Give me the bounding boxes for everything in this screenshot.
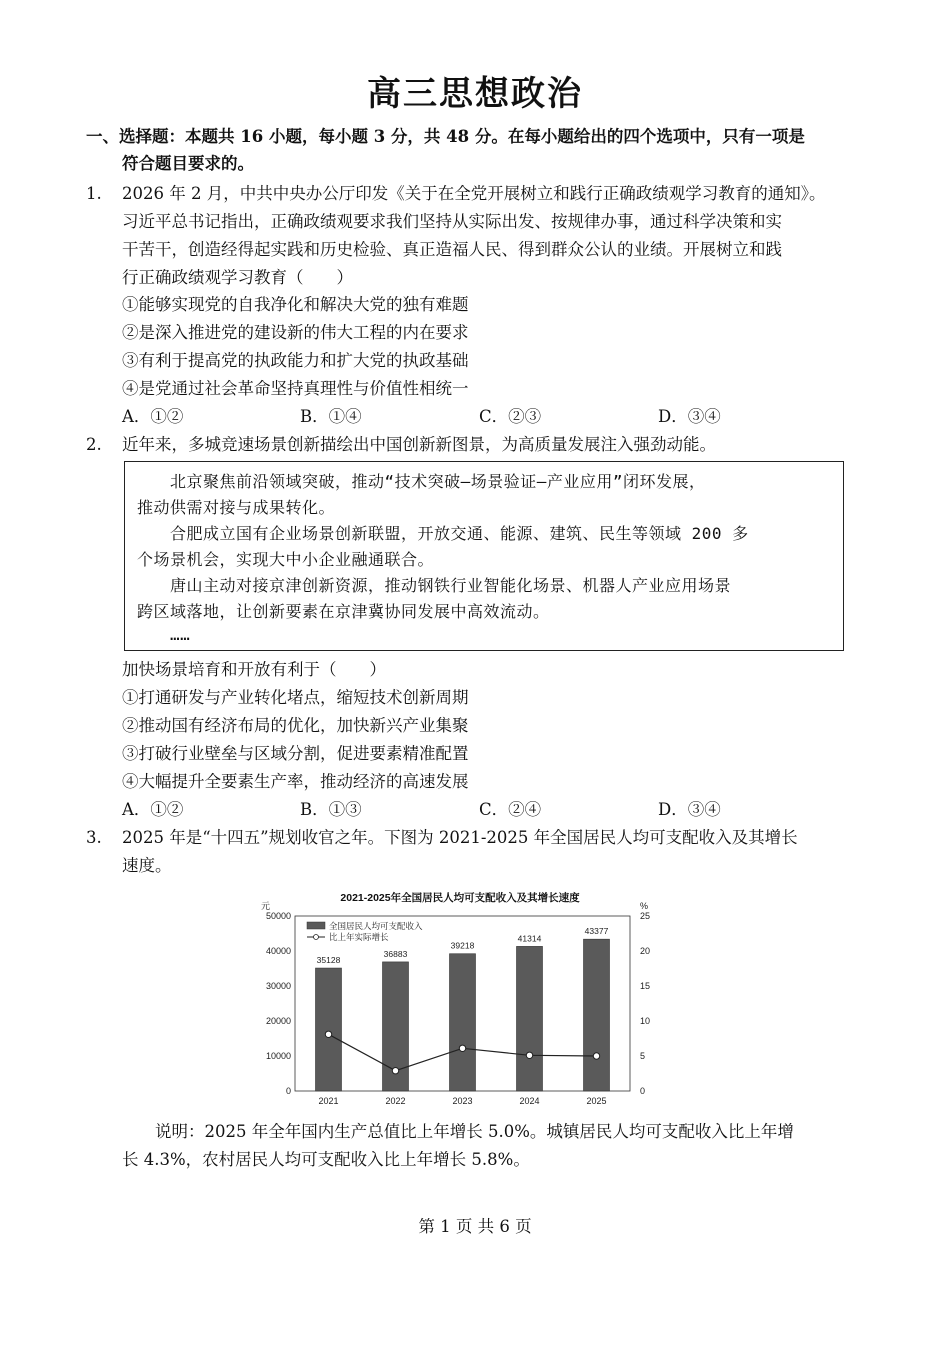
chart-note: 说明：2025 年全年国内生产总值比上年增长 5.0%。城镇居民人均可支配收入比上年增 bbox=[122, 1122, 794, 1141]
question-1-text: 2026 年 2 月，中共中央办公厅印发《关于在全党开展树立和践行正确政绩观学习教育的通知》。 bbox=[122, 184, 826, 203]
material-line: 推动供需对接与成果转化。 bbox=[137, 498, 336, 517]
legend-bar-label: 全国居民人均可支配收入 bbox=[329, 921, 423, 931]
left-axis-unit: 元 bbox=[261, 901, 271, 911]
bar bbox=[584, 939, 610, 1091]
right-tick-label: 0 bbox=[640, 1086, 646, 1096]
right-tick-label: 5 bbox=[640, 1051, 646, 1061]
bar bbox=[517, 946, 543, 1091]
bar-value-label: 39218 bbox=[450, 940, 475, 951]
x-tick-label: 2021 bbox=[318, 1096, 339, 1106]
question-2-item: ②推动国有经济布局的优化，加快新兴产业集聚 bbox=[122, 716, 469, 735]
material-line: 唐山主动对接京津创新资源，推动钢铁行业智能化场景、机器人产业应用场景 bbox=[137, 576, 732, 595]
legend-line-marker bbox=[314, 935, 319, 940]
bar-value-label: 35128 bbox=[316, 955, 341, 966]
option-a[interactable]: A．①② bbox=[122, 407, 184, 426]
question-3-number: 3. bbox=[86, 828, 102, 847]
right-axis-unit: % bbox=[640, 901, 649, 911]
growth-point bbox=[526, 1052, 532, 1058]
option-c[interactable]: C．②③ bbox=[479, 407, 542, 426]
growth-point bbox=[392, 1068, 398, 1074]
material-box bbox=[124, 461, 844, 651]
option-d[interactable]: D．③④ bbox=[658, 800, 721, 819]
material-line: 个场景机会，实现大中小企业融通联合。 bbox=[137, 550, 435, 569]
question-2-item: ①打通研发与产业转化堵点，缩短技术创新周期 bbox=[122, 688, 469, 707]
right-tick-label: 20 bbox=[640, 946, 651, 956]
question-1-text: 习近平总书记指出，正确政绩观要求我们坚持从实际出发、按规律办事，通过科学决策和实 bbox=[122, 212, 782, 231]
left-tick-label: 0 bbox=[285, 1086, 291, 1096]
material-line: 跨区域落地，让创新要素在京津冀协同发展中高效流动。 bbox=[137, 602, 550, 621]
question-2-item: ④大幅提升全要素生产率，推动经济的高速发展 bbox=[122, 772, 469, 791]
question-1-number: 1. bbox=[86, 184, 102, 203]
page-title: 高三思想政治 bbox=[367, 74, 583, 114]
material-line: 北京聚焦前沿领域突破，推动“技术突破—场景验证—产业应用”闭环发展， bbox=[137, 472, 706, 491]
question-2-stem: 加快场景培育和开放有利于（ ） bbox=[122, 660, 386, 679]
bar-value-label: 36883 bbox=[383, 948, 408, 959]
x-tick-label: 2023 bbox=[452, 1096, 473, 1106]
question-1-item: ④是党通过社会革命坚持真理性与价值性相统一 bbox=[122, 379, 469, 398]
right-tick-label: 25 bbox=[640, 911, 651, 921]
left-tick-label: 40000 bbox=[265, 946, 291, 956]
section-heading: 一、选择题：本题共 16 小题，每小题 3 分，共 48 分。在每小题给出的四个选项中，只有一项是 bbox=[86, 127, 805, 146]
growth-point bbox=[459, 1045, 465, 1051]
income-chart bbox=[255, 885, 665, 1110]
page-footer: 第 1 页 共 6 页 bbox=[418, 1217, 532, 1236]
question-1-text: 干苦干，创造经得起实践和历史检验、真正造福人民、得到群众公认的业绩。开展树立和践 bbox=[122, 240, 782, 259]
question-2-item: ③打破行业壁垒与区域分割，促进要素精准配置 bbox=[122, 744, 469, 763]
left-tick-label: 20000 bbox=[265, 1016, 291, 1026]
question-1-item: ②是深入推进党的建设新的伟大工程的内在要求 bbox=[122, 323, 469, 342]
question-3-text: 2025 年是“十四五”规划收官之年。下图为 2021-2025 年全国居民人均可支配收入及其增长 bbox=[122, 828, 798, 847]
bar bbox=[450, 954, 476, 1091]
income-chart-svg bbox=[255, 885, 665, 1110]
section-heading-cont: 符合题目要求的。 bbox=[122, 154, 254, 173]
x-tick-label: 2024 bbox=[519, 1096, 540, 1106]
legend-bar-swatch bbox=[307, 922, 325, 929]
option-d[interactable]: D．③④ bbox=[658, 407, 721, 426]
right-tick-label: 10 bbox=[640, 1016, 651, 1026]
material-line: 合肥成立国有企业场景创新联盟，开放交通、能源、建筑、民生等领域 200 多 bbox=[137, 524, 749, 543]
option-a[interactable]: A．①② bbox=[122, 800, 184, 819]
question-1-text: 行正确政绩观学习教育（ ） bbox=[122, 268, 353, 287]
bar-value-label: 41314 bbox=[517, 933, 542, 944]
option-c[interactable]: C．②④ bbox=[479, 800, 542, 819]
question-3-text: 速度。 bbox=[122, 856, 172, 875]
left-tick-label: 30000 bbox=[265, 981, 291, 991]
bar bbox=[316, 968, 342, 1091]
question-2-number: 2. bbox=[86, 435, 102, 454]
chart-title: 2021-2025年全国居民人均可支配收入及其增长速度 bbox=[340, 892, 580, 904]
left-tick-label: 10000 bbox=[265, 1051, 291, 1061]
bar-value-label: 43377 bbox=[584, 926, 609, 937]
legend-line-label: 比上年实际增长 bbox=[329, 932, 389, 942]
x-tick-label: 2022 bbox=[385, 1096, 406, 1106]
chart-note: 长 4.3%，农村居民人均可支配收入比上年增长 5.8%。 bbox=[122, 1150, 530, 1169]
question-1-item: ①能够实现党的自我净化和解决大党的独有难题 bbox=[122, 295, 469, 314]
x-tick-label: 2025 bbox=[586, 1096, 607, 1106]
growth-point bbox=[325, 1031, 331, 1037]
left-tick-label: 50000 bbox=[265, 911, 291, 921]
option-b[interactable]: B．①③ bbox=[300, 800, 362, 819]
growth-point bbox=[593, 1053, 599, 1059]
material-line: …… bbox=[137, 625, 191, 644]
question-1-item: ③有利于提高党的执政能力和扩大党的执政基础 bbox=[122, 351, 469, 370]
option-b[interactable]: B．①④ bbox=[300, 407, 362, 426]
question-2-intro: 近年来，多城竞速场景创新描绘出中国创新新图景，为高质量发展注入强劲动能。 bbox=[122, 435, 716, 454]
right-tick-label: 15 bbox=[640, 981, 651, 991]
